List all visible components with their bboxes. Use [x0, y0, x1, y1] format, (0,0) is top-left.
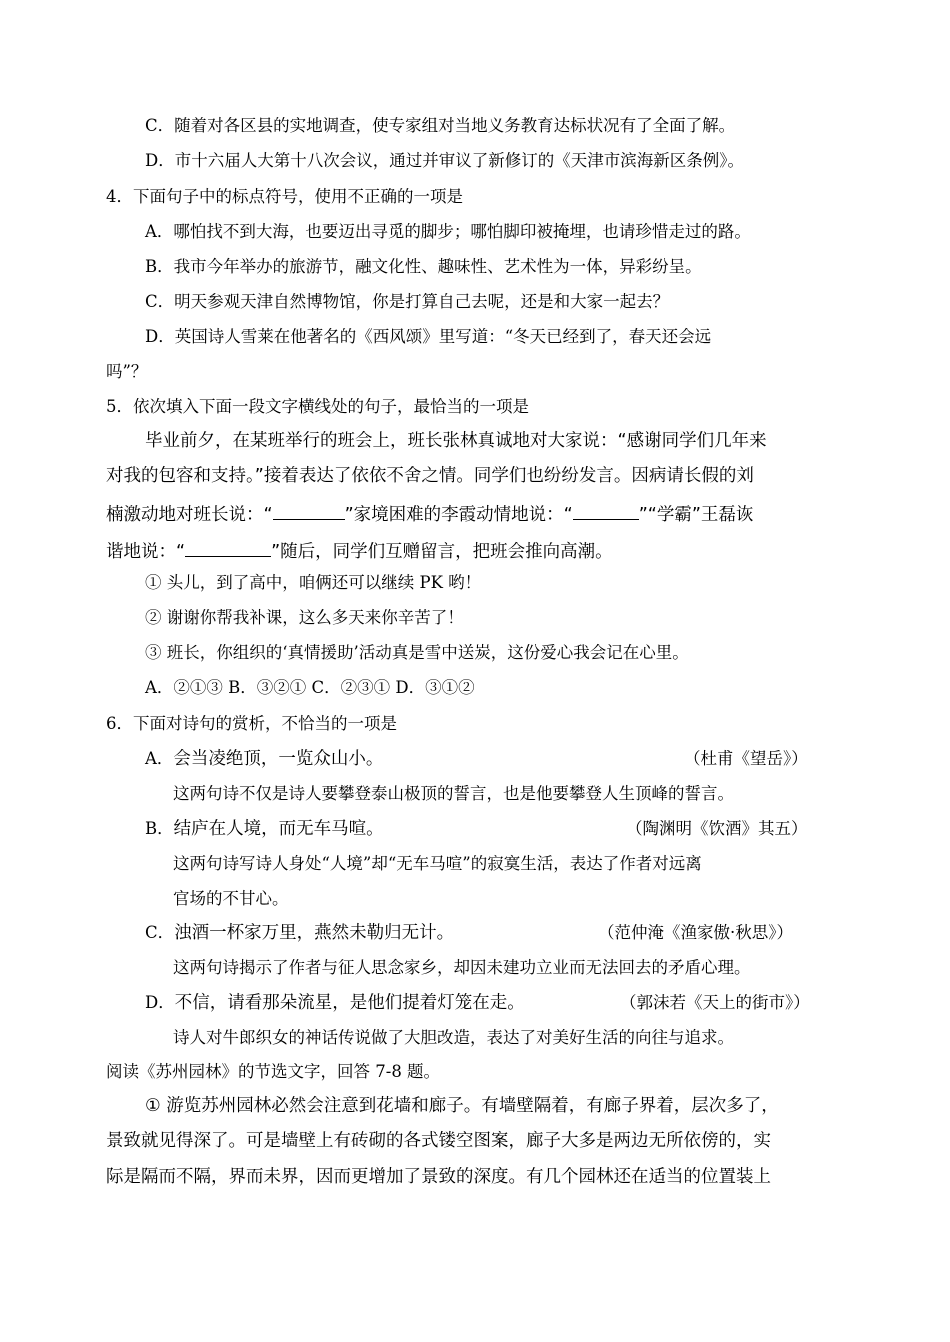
q6-a-poem: 会当凌绝顶，一览众山小。	[173, 749, 384, 769]
q5-paragraph-line3	[106, 501, 753, 526]
q6-d-note: 诗人对牛郎织女的神话传说做了大胆改造，表达了对美好生活的向往与追求。	[173, 1028, 734, 1047]
q6-c-poem: 浊酒一杯家万里，燕然未勒归无计。	[174, 923, 455, 943]
q5-paragraph-line4	[106, 538, 613, 563]
q6-d-label: D．	[145, 993, 175, 1012]
q5-line3-part-c: ”“学霸”王磊诙	[638, 505, 754, 525]
q6-c-source: （范仲淹《渔家傲·秋思》）	[598, 923, 793, 942]
blank-1[interactable]	[273, 501, 345, 520]
q5-item-2: ② 谢谢你帮我补课，这么多天来你辛苦了！	[145, 608, 464, 627]
q6-a-label: A．	[145, 749, 174, 768]
q6-option-a	[145, 748, 383, 770]
q6-stem: 6．下面对诗句的赏析，不恰当的一项是	[106, 714, 397, 733]
blank-2[interactable]	[573, 501, 639, 520]
q5-item-3: ③ 班长，你组织的‘真情援助’活动真是雪中送炭，这份爱心我会记在心里。	[145, 643, 689, 662]
reading-p1-line3: 际是隔而不隔，界而未界，因而更增加了景致的深度。有几个园林还在适当的位置装上	[106, 1167, 771, 1187]
q6-option-b	[145, 818, 384, 840]
q6-c-label: C．	[145, 923, 175, 942]
q4-option-a: A．哪怕找不到大海，也要迈出寻觅的脚步；哪怕脚印被掩埋，也请珍惜走过的路。	[145, 222, 751, 241]
q5-answer-options: A．②①③ B．③②① C．②③① D．③①②	[145, 678, 475, 697]
q4-stem: 4．下面句子中的标点符号，使用不正确的一项是	[106, 187, 463, 206]
q4-option-d-line2: 吗”？	[106, 362, 148, 381]
q6-b-note-line1: 这两句诗写诗人身处“人境”却“无车马喧”的寂寞生活，表达了作者对远离	[173, 854, 702, 873]
q6-a-note: 这两句诗不仅是诗人要攀登泰山极顶的誓言，也是他要攀登人生顶峰的誓言。	[173, 784, 734, 803]
q4-option-c: C．明天参观天津自然博物馆，你是打算自己去呢，还是和大家一起去？	[145, 292, 670, 311]
q5-line4-part-a: 谐地说：“	[106, 542, 186, 562]
q3-option-c: C．随着对各区县的实地调查，使专家组对当地义务教育达标状况有了全面了解。	[145, 116, 736, 135]
reading-p1-line2: 景致就见得深了。可是墙壁上有砖砌的各式镂空图案，廊子大多是两边无所依傍的，实	[106, 1131, 771, 1151]
q6-c-note: 这两句诗揭示了作者与征人思念家乡，却因未建功立业而无法回去的矛盾心理。	[173, 958, 751, 977]
q5-paragraph-line1: 毕业前夕，在某班举行的班会上，班长张林真诚地对大家说：“感谢同学们几年来	[145, 431, 767, 451]
q6-option-c	[145, 922, 454, 944]
q6-option-d	[145, 992, 525, 1014]
q6-d-poem: 不信，请看那朵流星，是他们提着灯笼在走。	[174, 993, 525, 1013]
q5-item-1: ① 头儿，到了高中，咱俩还可以继续 PK 哟！	[145, 573, 482, 592]
q6-d-source: （郭沫若《天上的街市》）	[620, 993, 810, 1012]
q6-b-note-line2: 官场的不甘心。	[173, 889, 289, 908]
blank-3[interactable]	[185, 538, 271, 557]
reading-p1-line1: ① 游览苏州园林必然会注意到花墙和廊子。有墙壁隔着，有廊子界着，层次多了，	[145, 1096, 779, 1116]
q4-option-d-line1: D．英国诗人雪莱在他著名的《西风颂》里写道：“冬天已经到了，春天还会远	[145, 327, 712, 346]
q6-b-poem: 结庐在人境，而无车马喧。	[173, 819, 384, 839]
q3-option-d: D．市十六届人大第十八次会议，通过并审议了新修订的《天津市滨海新区条例》。	[145, 151, 744, 170]
q5-line4-part-b: ”随后，同学们互赠留言，把班会推向高潮。	[271, 542, 613, 562]
q5-paragraph-line2: 对我的包容和支持。”接着表达了依依不舍之情。同学们也纷纷发言。因病请长假的刘	[106, 466, 754, 486]
q6-b-source: （陶渊明《饮酒》其五）	[626, 819, 808, 838]
q6-a-source: （杜甫《望岳》）	[684, 749, 808, 768]
q5-line3-part-b: ”家境困难的李霞动情地说：“	[344, 505, 573, 525]
q6-b-label: B．	[145, 819, 174, 838]
reading-intro: 阅读《苏州园林》的节选文字，回答 7-8 题。	[106, 1062, 441, 1081]
q5-stem: 5．依次填入下面一段文字横线处的句子，最恰当的一项是	[106, 397, 529, 416]
q5-line3-part-a: 楠激动地对班长说：“	[106, 505, 273, 525]
q4-option-b: B．我市今年举办的旅游节，融文化性、趣味性、艺术性为一体，异彩纷呈。	[145, 257, 702, 276]
